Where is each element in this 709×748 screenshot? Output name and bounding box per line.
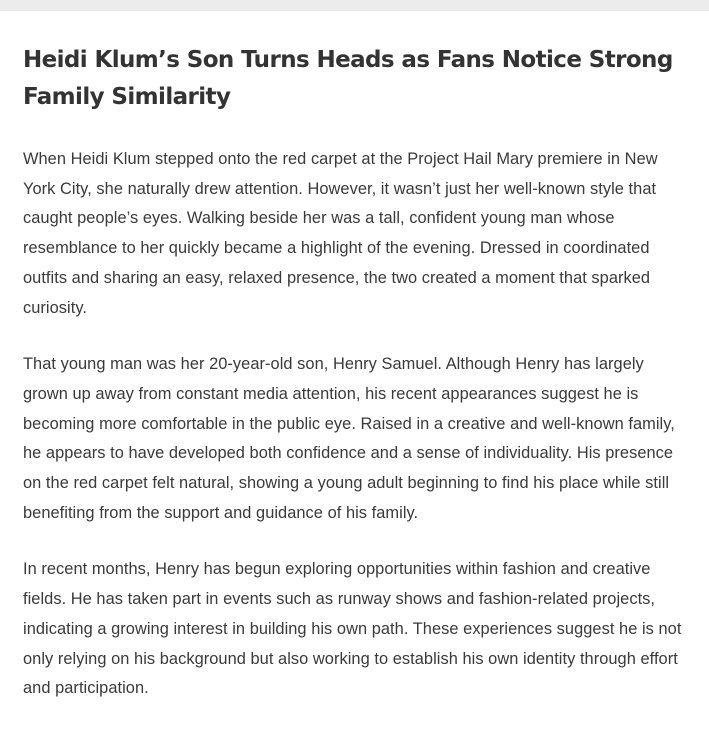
article-paragraph-1: When Heidi Klum stepped onto the red carpet at the Project Hail Mary premiere in New York City, she naturally drew attention. However, it wasn’t just her well-known style that caught people’s eyes. Walking beside her was a tall, confident young man whose resemblance to her quickly became a highlight of the evening. Dressed in coordinated outfits and sharing an easy, relaxed presence, the two created a moment that sparked curiosity.	[23, 150, 658, 317]
article-paragraph-2: That young man was her 20-year-old son, Henry Samuel. Although Henry has largely grown up away from constant media attention, his recent appearances suggest he is becoming more comfortable in the public eye. Raised in a creative and well-known family, he appears to have developed both confidence and a sense of individuality. His presence on the red carpet felt natural, showing a young adult beginning to find his place while still benefiting from the support and guidance of his family.	[23, 355, 675, 522]
article-title: Heidi Klum’s Son Turns Heads as Fans Notice Strong Family Similarity	[23, 47, 673, 110]
article	[23, 42, 683, 704]
top-bar	[0, 0, 709, 11]
article-paragraph-3: In recent months, Henry has begun exploring opportunities within fashion and creative fields. He has taken part in events such as runway shows and fashion-related projects, indicating a growing interest in building his own path. These experiences suggest he is not only relying on his background but also working to establish his own identity through effort and participation.	[23, 560, 682, 698]
